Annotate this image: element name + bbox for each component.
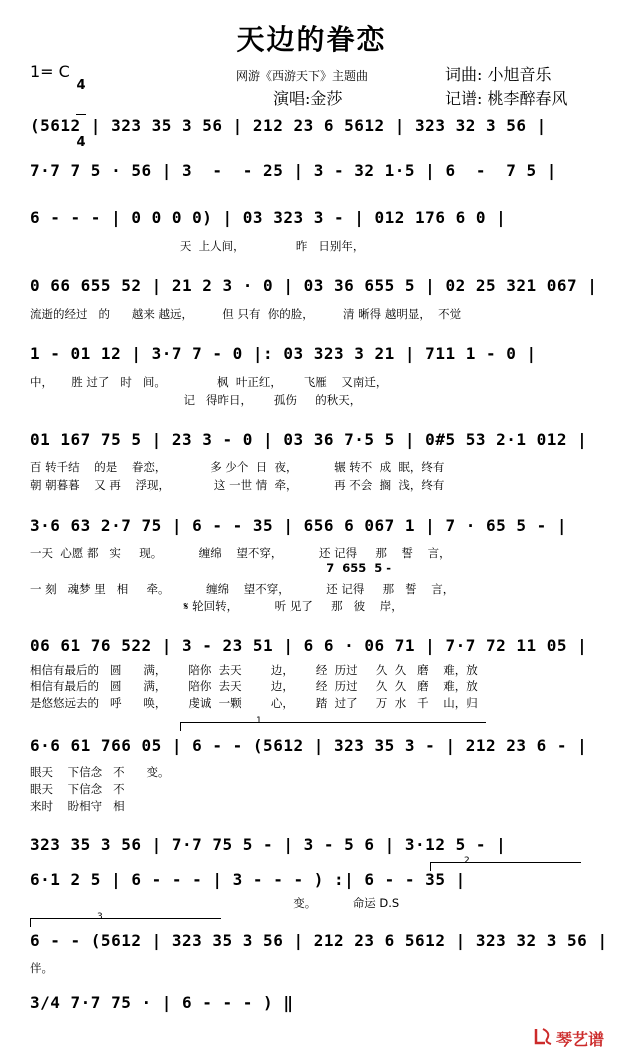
score-line-11: 6·1 2 5 | 6 - - - | 3 - - - ) :| 6 - - 35 | <box>30 870 466 889</box>
score-line-5: 1 - 01 12 | 3·7 7 - 0 |: 03 323 3 21 | 711 1 - 0 | <box>30 344 537 363</box>
song-title: 天边的眷恋 <box>236 23 387 56</box>
score-line-6: 01 167 75 5 | 23 3 - 0 | 03 36 7·5 5 | 0#5 53 2·1 012 | <box>30 430 588 449</box>
lyric-line-3-1: 天 上人间， 昨 日别年， <box>30 239 365 253</box>
score-line-7: 3·6 63 2·7 75 | 6 - - 35 | 656 6 067 1 | 7 · 65 5 - | <box>30 516 568 535</box>
score-line-13: 3/4 7·7 75 · | 6 - - - ) ‖ <box>30 993 294 1012</box>
volta-number-3: 3 <box>97 912 103 922</box>
lyric-line-11-1: 变。 命运 D.S <box>30 896 400 910</box>
singer: 演唱:金莎 <box>273 89 343 108</box>
time-signature-top: 4 <box>76 78 86 93</box>
lyric-line-7-1: 一天 心愿 都 实 现。 缠绵 望不穿， 还 记得 那 誓 言， <box>30 546 451 560</box>
score-line-2: 7·7 7 5 · 56 | 3 - - 25 | 3 - 32 1·5 | 6 - 7 5 | <box>30 161 557 180</box>
score-line-4: 0 66 655 52 | 21 2 3 · 0 | 03 36 655 5 | 02 25 321 067 | <box>30 276 598 295</box>
volta-bracket-3 <box>30 918 221 927</box>
transcriber: 记谱: 桃李醉春风 <box>445 89 568 108</box>
lyric-line-9-3: 来时 盼相守 相 <box>30 799 125 813</box>
lyric-line-7-4: 𝄋 轮回转， 听 见了 那 彼 岸， <box>30 599 403 613</box>
lyric-line-8-1: 相信有最后的 圆 满， 陪你 去天 边， 经 历过 久 久 磨 难，放 <box>30 663 478 677</box>
lyric-line-9-2: 眼天 下信念 不 <box>30 782 125 796</box>
time-signature <box>76 58 86 159</box>
score-line-9: 6·6 61 766 05 | 6 - - (5612 | 323 35 3 - | 212 23 6 - | <box>30 736 588 755</box>
composer: 词曲: 小旭音乐 <box>445 65 552 84</box>
volta-bracket-1 <box>180 722 486 731</box>
lyric-line-6-1: 百 转千结 的是 眷恋， 多 少个 日 夜， 辗 转不 成 眠，终有 <box>30 460 445 474</box>
lyric-line-6-2: 朝 朝暮暮 又 再 浮现， 这 一世 情 牵， 再 不会 搁 浅，终有 <box>30 478 445 492</box>
lyric-line-7-3: 一 刻 魂梦 里 相 牵。 缠绵 望不穿， 还 记得 那 誓 言， <box>30 582 455 596</box>
score-line-3: 6 - - - | 0 0 0 0) | 03 323 3 - | 012 176 6 0 | <box>30 208 507 227</box>
lyric-line-5-2: 记 得昨日， 孤伤 的秋天， <box>30 393 362 407</box>
lyric-line-12-1: 伴。 <box>30 961 53 975</box>
lyric-line-4-1: 流逝的经过 的 越来 越远， 但 只有 你的脸， 清 晰得 越明显， 不觉 <box>30 307 462 321</box>
subtitle: 网游《西游天下》主题曲 <box>236 69 369 83</box>
lyric-line-9-1: 眼天 下信念 不 变。 <box>30 765 170 779</box>
lyric-line-7-2: 7 655 5 - <box>30 561 392 575</box>
time-signature-bar <box>76 114 86 115</box>
volta-number-1: 1 <box>256 716 262 726</box>
lyric-line-8-3: 是悠悠远去的 呼 唤， 虔诚 一颗 心， 踏 过了 万 水 千 山，归 <box>30 696 478 710</box>
lyric-line-5-1: 中， 胜 过了 时 间。 枫 叶正红， 飞雁 又南迁， <box>30 375 388 389</box>
key-signature: 1= C <box>30 62 70 81</box>
watermark-text: 琴艺谱 <box>556 1030 605 1049</box>
score-line-10: 323 35 3 56 | 7·7 75 5 - | 3 - 5 6 | 3·12 5 - | <box>30 835 507 854</box>
score-line-12: 6 - - (5612 | 323 35 3 56 | 212 23 6 5612 | 323 32 3 56 | <box>30 931 608 950</box>
volta-number-2: 2 <box>464 856 470 866</box>
time-signature-bottom: 4 <box>76 135 86 150</box>
score-line-1: (5612 | 323 35 3 56 | 212 23 6 5612 | 323 32 3 56 | <box>30 116 547 135</box>
lyric-line-8-2: 相信有最后的 圆 满， 陪你 去天 边， 经 历过 久 久 磨 难，放 <box>30 679 478 693</box>
qinyipu-logo-icon <box>533 1025 555 1047</box>
score-line-8: 06 61 76 522 | 3 - 23 51 | 6 6 · 06 71 | 7·7 72 11 05 | <box>30 636 588 655</box>
